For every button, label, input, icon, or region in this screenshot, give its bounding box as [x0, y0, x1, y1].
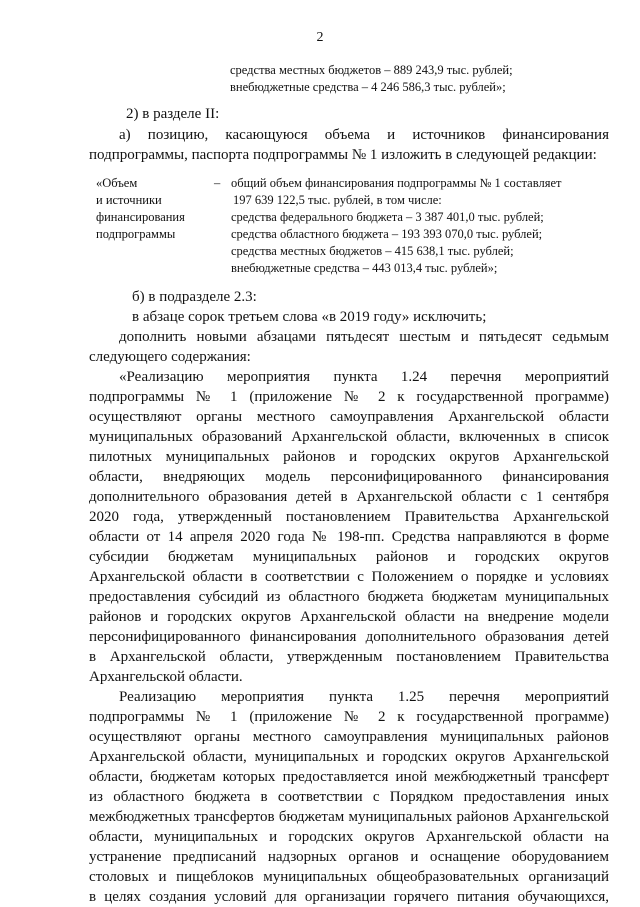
paragraph-line: дополнительного образования детей в Архангельской области с 1 сентября	[89, 489, 609, 505]
paragraph-line: области, бюджетам которых предоставляется иной межбюджетный трансферт	[89, 769, 609, 785]
paragraph-57	[89, 687, 609, 907]
paragraph-line: в Архангельской области, утвержденным постановлением Правительства	[89, 649, 609, 665]
table-label-line: подпрограммы	[96, 227, 176, 241]
paragraph-line: районов и городских округов Архангельской области на внедрение модели	[89, 609, 609, 625]
paragraph-line: муниципальных образований Архангельской области, включенных в список	[89, 429, 609, 445]
item-a-paragraph	[89, 125, 609, 165]
paragraph-line: персонифицированного финансирования дополнительного образования детей	[89, 629, 609, 645]
item-a-line: а) позицию, касающуюся объема и источников финансирования	[119, 127, 609, 143]
passport-table-value	[231, 175, 561, 277]
paragraph-line: Реализацию мероприятия пункта 1.25 перечня мероприятий	[119, 689, 609, 705]
table-value-line: средства областного бюджета – 193 393 070,0 тыс. рублей;	[231, 227, 543, 241]
paragraph-line: области от 14 апреля 2020 года № 198-пп. Средства направляются в форме	[89, 529, 609, 545]
extrabudgetary-line: внебюджетные средства – 4 246 586,3 тыс. рублей»;	[230, 80, 506, 94]
item-a-line: подпрограммы, паспорта подпрограммы № 1 изложить в следующей редакции:	[89, 147, 597, 163]
table-value-line: средства федерального бюджета – 3 387 401,0 тыс. рублей;	[231, 210, 544, 224]
item-b-heading: б) в подразделе 2.3:	[132, 289, 257, 305]
paragraph-line: подпрограммы № 1 (приложение № 2 к государственной программе)	[89, 709, 609, 725]
paragraph-56	[89, 367, 609, 687]
continued-funding-lines	[230, 62, 513, 96]
paragraph-line: межбюджетных трансфертов бюджетам муниципальных районов Архангельской	[89, 809, 609, 825]
paragraph-line: столовых и пищеблоков муниципальных общеобразовательных организаций	[89, 869, 609, 885]
section-2-heading: 2) в разделе II:	[126, 106, 220, 122]
local-budget-line: средства местных бюджетов – 889 243,9 тыс. рублей;	[230, 63, 513, 77]
paragraph-line: предоставления субсидий из областного бюджета бюджетам муниципальных	[89, 589, 609, 605]
paragraph-line: устранение предписаний надзорных органов и оснащение оборудованием	[89, 849, 609, 865]
paragraph-line: Архангельской области в соответствии с Положением о порядке и условиях	[89, 569, 609, 585]
item-b-line: следующего содержания:	[89, 349, 251, 365]
table-value-line: внебюджетные средства – 443 013,4 тыс. рублей»;	[231, 261, 498, 275]
item-b-add-paragraphs	[89, 327, 609, 367]
paragraph-line: области, муниципальных и городских округов Архангельской области на	[89, 829, 609, 845]
passport-table-label	[96, 175, 185, 243]
table-value-line: 197 639 122,5 тыс. рублей, в том числе:	[233, 193, 442, 207]
table-label-line: финансирования	[96, 210, 185, 224]
paragraph-line: осуществляют органы местного самоуправления муниципальных районов	[89, 729, 609, 745]
paragraph-line: «Реализацию мероприятия пункта 1.24 перечня мероприятий	[119, 369, 609, 385]
paragraph-line: субсидии бюджетам муниципальных районов и городских округов	[89, 549, 609, 565]
paragraph-line: Архангельской области, муниципальных и городских округов Архангельской	[89, 749, 609, 765]
page-number: 2	[316, 30, 324, 45]
paragraph-line: 2020 года, утвержденный постановлением Правительства Архангельской	[89, 509, 609, 525]
item-b-line: дополнить новыми абзацами пятьдесят шестым и пятьдесят седьмым	[119, 329, 609, 345]
table-value-line: общий объем финансирования подпрограммы № 1 составляет	[231, 176, 562, 190]
table-value-line: средства местных бюджетов – 415 638,1 тыс. рублей;	[231, 244, 514, 258]
table-label-line: «Объем	[96, 176, 138, 190]
paragraph-line: подпрограммы № 1 (приложение № 2 к государственной программе)	[89, 389, 609, 405]
item-b-line-1: в абзаце сорок третьем слова «в 2019 году» исключить;	[132, 309, 487, 325]
table-label-line: и источники	[96, 193, 162, 207]
paragraph-line: осуществляют органы местного самоуправления Архангельской области	[89, 409, 609, 425]
paragraph-line: пилотных муниципальных районов и городских округов Архангельской	[89, 449, 609, 465]
paragraph-line: из областного бюджета в соответствии с Порядком предоставления иных	[89, 789, 609, 805]
paragraph-line: в целях создания условий для организации горячего питания обучающихся,	[89, 889, 609, 905]
paragraph-line: Архангельской области.	[89, 669, 243, 685]
paragraph-line: области, внедряющих модель персонифицированного финансирования	[89, 469, 609, 485]
table-dash: –	[214, 176, 221, 190]
